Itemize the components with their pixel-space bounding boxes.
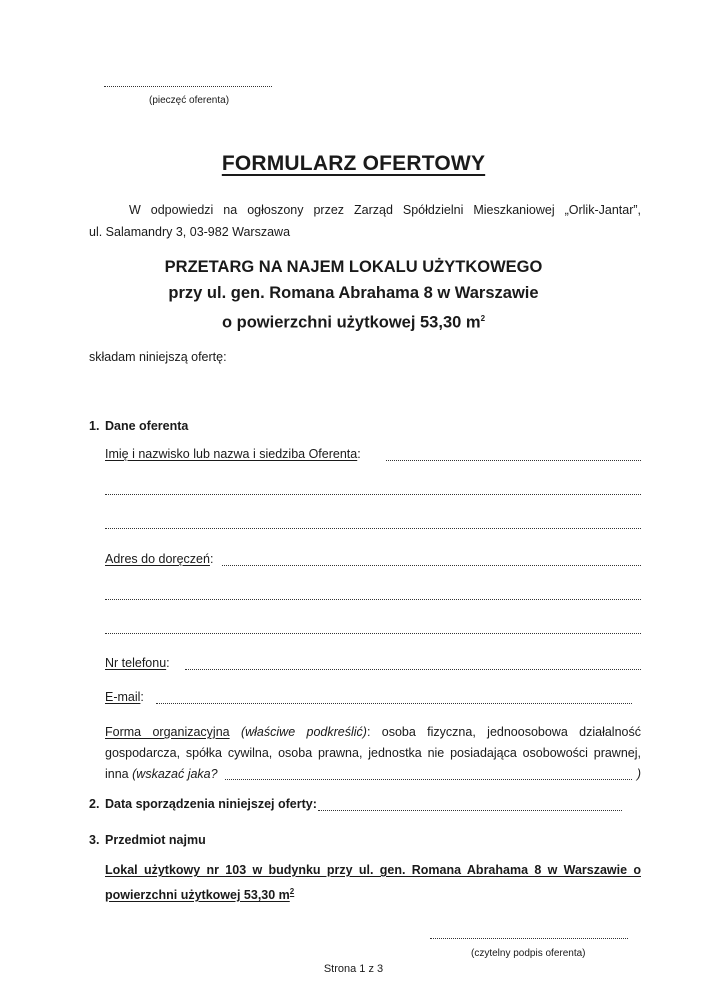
phone-field-line[interactable] — [185, 669, 641, 670]
page-title: FORMULARZ OFERTOWY — [221, 152, 486, 175]
forma-line-1: Forma organizacyjna (właściwe podkreślić): osoba fizyczna, jednoosobowa działalność — [105, 725, 641, 739]
section-1-heading: Dane oferenta — [105, 419, 189, 433]
intro-line-2: ul. Salamandry 3, 03-982 Warszawa — [89, 225, 291, 239]
organizational-form — [105, 722, 641, 785]
stamp-line — [104, 86, 272, 87]
signature-line[interactable] — [430, 938, 628, 939]
lease-subject — [105, 860, 641, 906]
email-field-label: E-mail: — [105, 690, 144, 704]
name-field-line-2[interactable] — [105, 494, 641, 495]
tender-subtitle — [0, 254, 707, 336]
page-number: Strona 1 z 3 — [323, 963, 384, 975]
section-2-number: 2. — [89, 797, 100, 811]
offer-statement: składam niniejszą ofertę: — [89, 350, 227, 364]
name-field-label: Imię i nazwisko lub nazwa i siedziba Oferenta: — [105, 447, 361, 461]
lease-subject-line-2: powierzchni użytkowej 53,30 $m^2$ — [105, 887, 295, 903]
subtitle-line-2: przy ul. gen. Romana Abrahama 8 w Warszawie — [168, 284, 539, 302]
subtitle-sup: 2 — [480, 314, 486, 323]
address-field-line-1[interactable] — [222, 565, 641, 566]
forma-line-2: gospodarcza, spółka cywilna, osoba prawna, jednostka nie posiadająca osobowości prawnej, — [105, 746, 641, 760]
intro-line-1: W odpowiedzi na ogłoszony przez Zarząd Spółdzielni Mieszkaniowej „Orlik-Jantar”, — [129, 203, 641, 217]
phone-field-label: Nr telefonu: — [105, 656, 170, 670]
intro-paragraph — [89, 199, 641, 243]
section-3-number: 3. — [89, 833, 100, 847]
date-field-line[interactable] — [318, 810, 622, 811]
address-field-label: Adres do doręczeń: — [105, 552, 214, 566]
lease-subject-line-1: Lokal użytkowy nr 103 w budynku przy ul. gen. Romana Abrahama 8 w Warszawie o — [105, 863, 641, 877]
stamp-label: (pieczęć oferenta) — [149, 95, 230, 106]
section-3-heading: Przedmiot najmu — [105, 833, 206, 847]
section-1-number: 1. — [89, 419, 100, 433]
section-2-heading: Data sporządzenia niniejszej oferty: — [105, 797, 317, 811]
name-field-line-1[interactable] — [386, 460, 641, 461]
name-field-line-3[interactable] — [105, 528, 641, 529]
forma-line-3: inna (wskazać jaka? ) — [105, 767, 641, 781]
subtitle-line-1: PRZETARG NA NAJEM LOKALU UŻYTKOWEGO — [164, 258, 543, 276]
forma-other-line[interactable] — [225, 779, 632, 780]
signature-label: (czytelny podpis oferenta) — [471, 948, 586, 959]
address-field-line-2[interactable] — [105, 599, 641, 600]
address-field-line-3[interactable] — [105, 633, 641, 634]
email-field-line[interactable] — [156, 703, 632, 704]
subtitle-line-3: o powierzchni użytkowej 53,30 $m^2$ — [221, 313, 486, 332]
